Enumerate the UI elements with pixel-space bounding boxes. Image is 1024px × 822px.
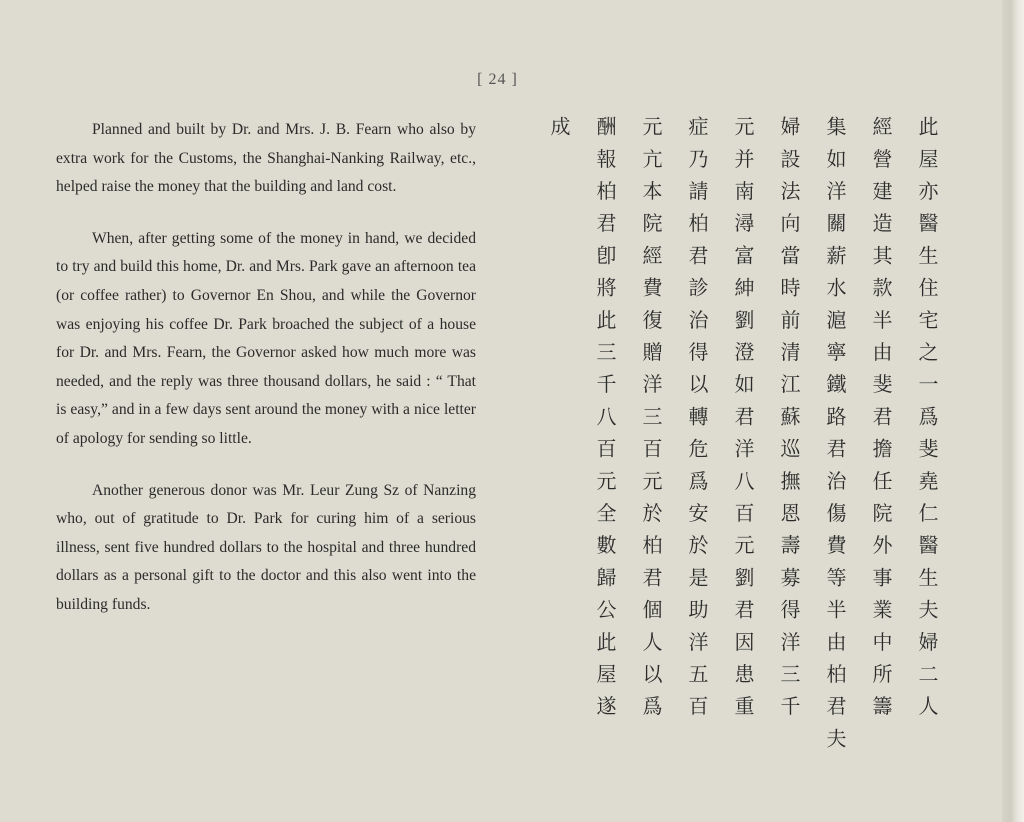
english-paragraph-1: Planned and built by Dr. and Mrs. J. B. Fearn who also by extra work for the Customs, the Shanghai-Nanking Railway, etc., helped raise the money that the building and land cost. — [56, 121, 476, 196]
chinese-column-3: 集如洋關薪水滬寧鐵路君治傷費等半由柏君夫 — [823, 116, 847, 760]
english-paragraph-2: When, after getting some of the money in hand, we decided to try and build this home, Dr. and Mrs. Park gave an afternoon tea (or coffee rather) to Governor En Shou, and while the Governor was enjoying his coffee Dr. Park broached the subject of a house for Dr. and Mrs. Fearn, the Governor asked how much more was needed, and the reply was three thousand dollars, he said : “ That is easy,” and in a few days sent around the money with a nice letter of apology for sending so little. — [56, 229, 476, 447]
chinese-column-9: 成 — [547, 116, 571, 149]
chinese-column-4: 婦設法向當時前清江蘇巡撫恩壽募得洋三千 — [777, 116, 801, 728]
english-paragraph-3: Another generous donor was Mr. Leur Zung Sz of Nanzing who, out of gratitude to Dr. Park for curing him of a serious illness, sent five hundred dollars to the hospital and three hundred dollars as a personal gift to the doctor and this also went into the building funds. — [56, 481, 476, 613]
chinese-column-6: 症乃請柏君診治得以轉危爲安於是助洋五百 — [685, 116, 709, 728]
chinese-column-8: 酬報柏君卽將此三千八百元全數歸公此屋遂 — [593, 116, 617, 728]
chinese-column-5: 元并南潯富紳劉澄如君洋八百元劉君因患重 — [731, 116, 755, 728]
page-number: [ 24 ] — [477, 71, 518, 88]
chinese-column-1: 此屋亦醫生住宅之一爲斐堯仁醫生夫婦二人 — [915, 116, 939, 728]
chinese-text-block — [530, 116, 950, 760]
chinese-column-2: 經營建造其款半由斐君擔任院外事業中所籌 — [869, 116, 893, 728]
chinese-column-7: 元亢本院經費復贈洋三百元於柏君個人以爲 — [639, 116, 663, 728]
page-edge — [1002, 0, 1024, 822]
english-text-block — [56, 116, 476, 643]
